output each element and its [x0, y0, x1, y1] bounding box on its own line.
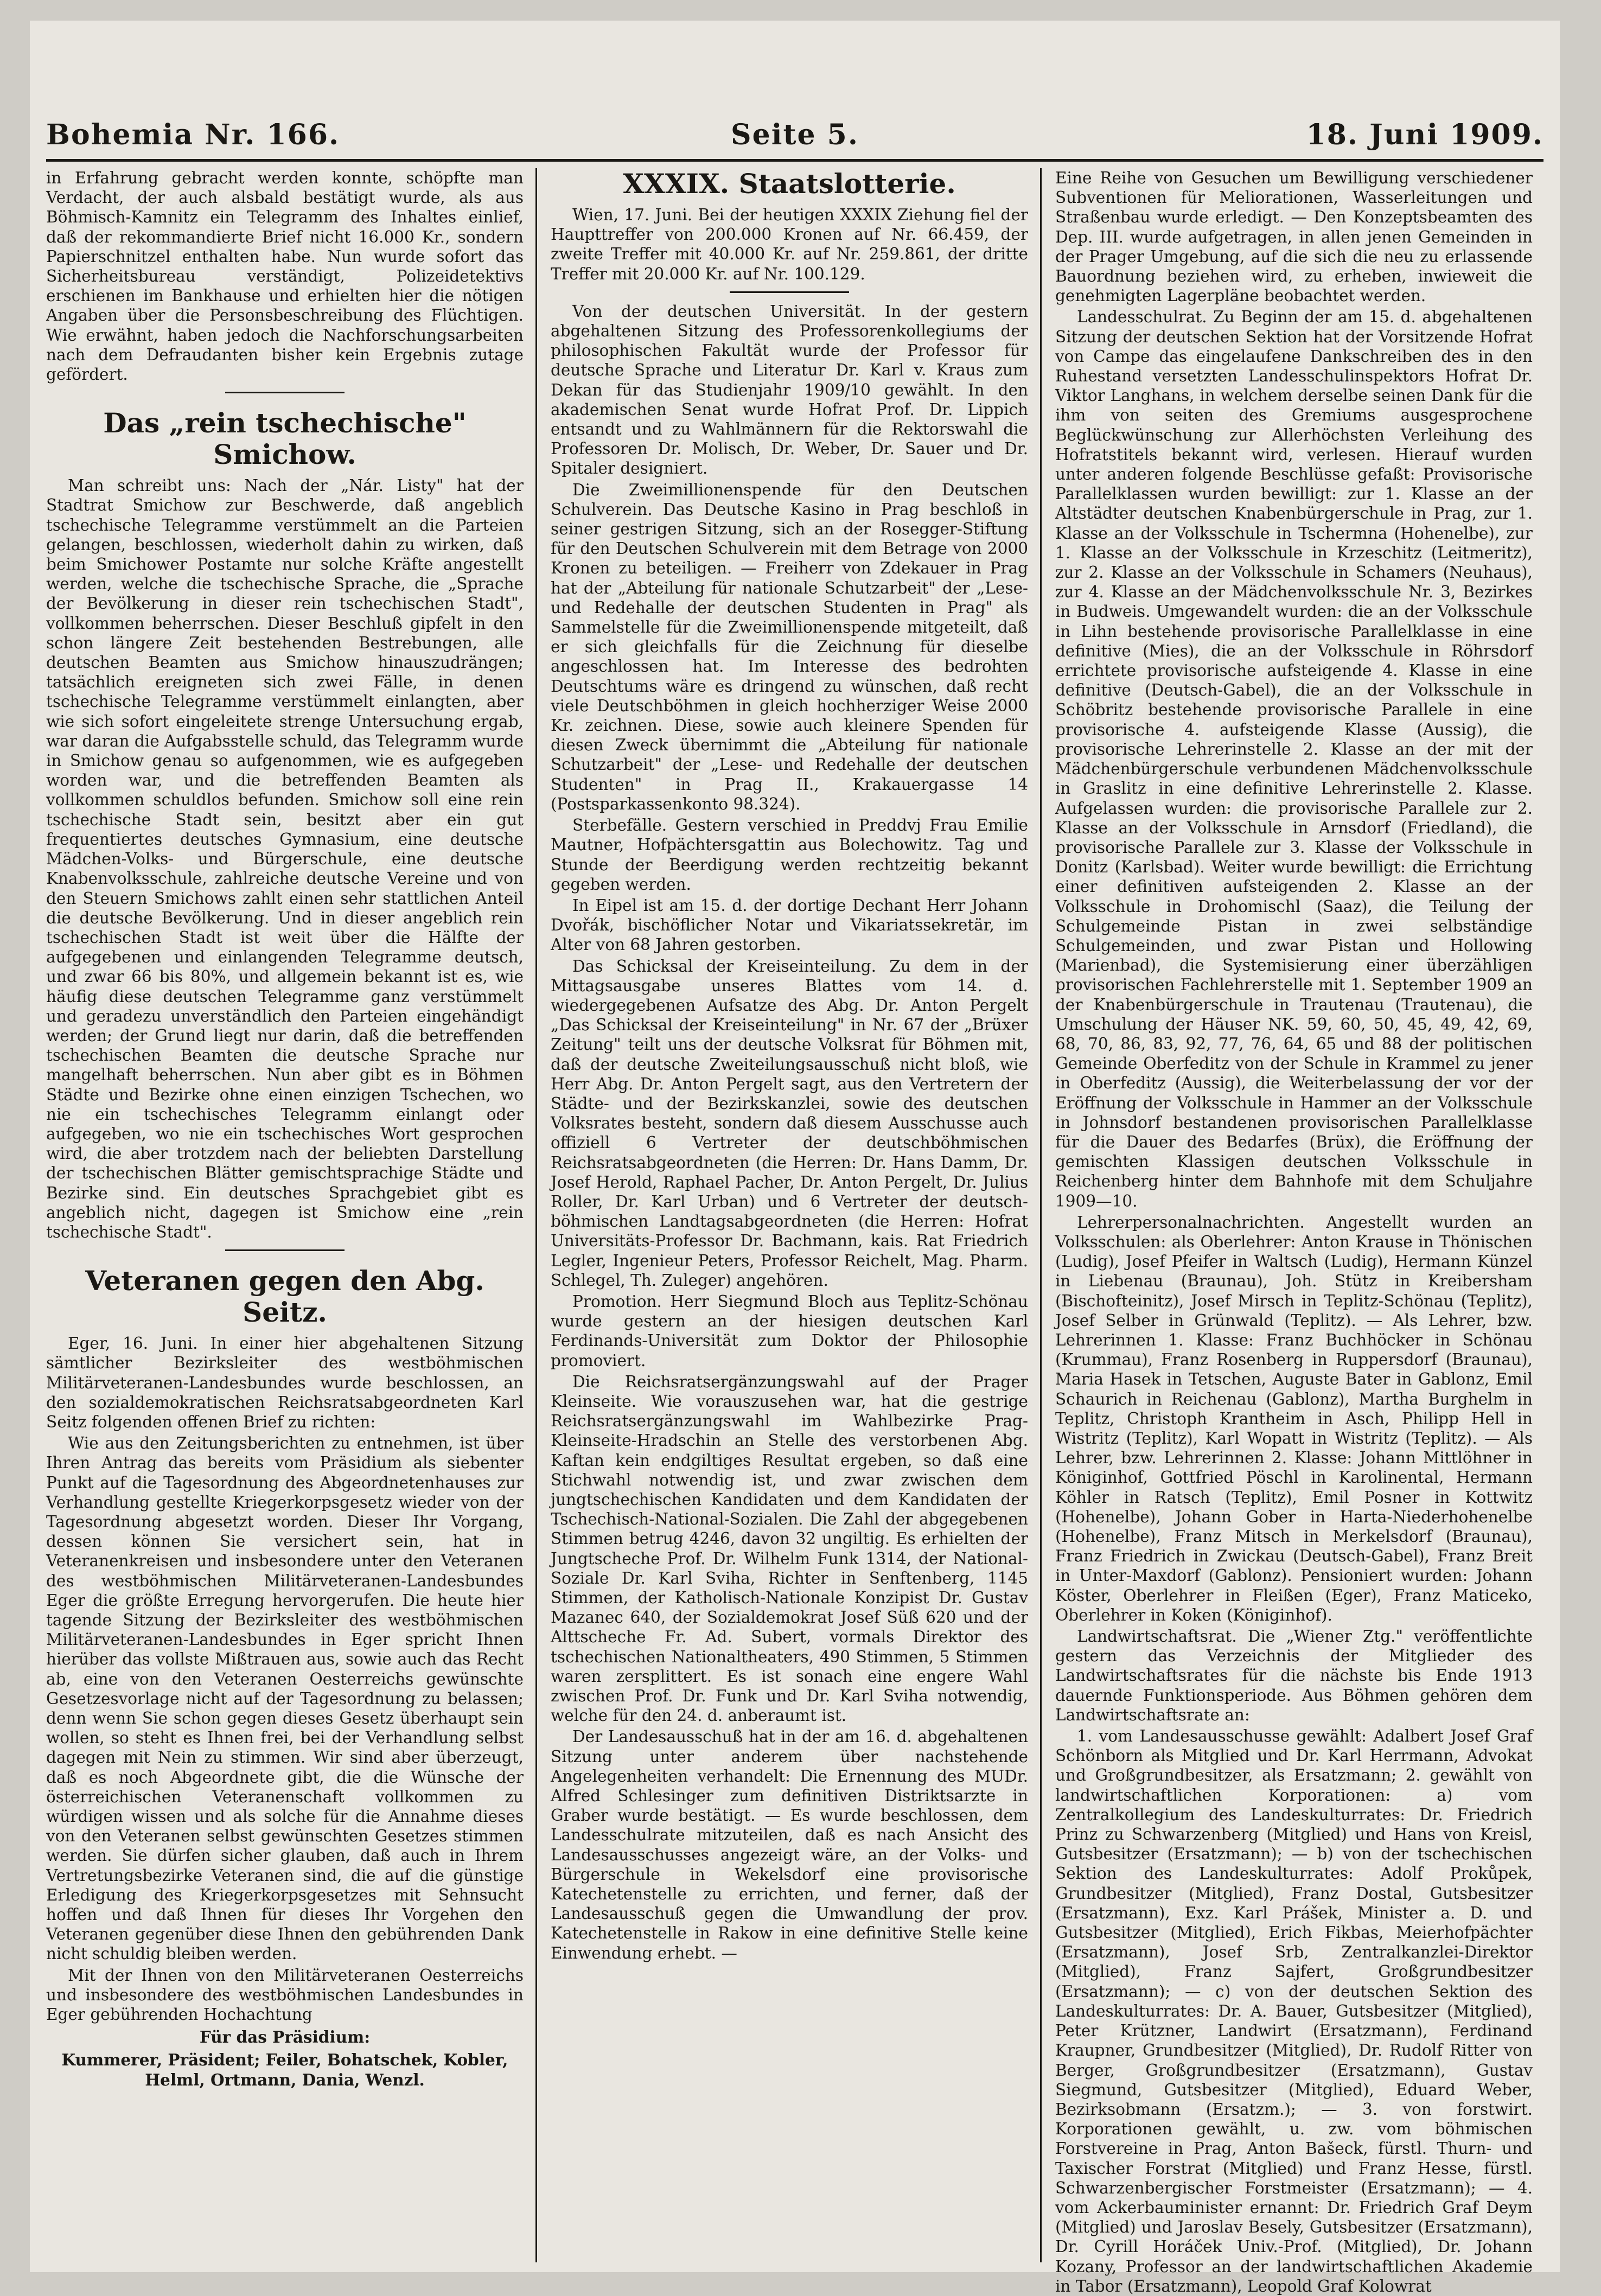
- signature-names: Kummerer, Präsident; Feiler, Bohatschek, Kobler, Helml, Ortmann, Dania, Wenzl.: [61, 2050, 508, 2089]
- article-lehrerpersonal: Lehrerpersonalnachrichten. Angestellt wurden an Volksschulen: als Oberlehrer: Anton Krause in Thönischen (Ludig), Josef Pfeifer in Waltsch (Ludig), Hermann Künzel in Liebenau (Braunau), Joh. Stütz in Kreibersham (Bischofteinitz), Josef Mirsch in Teplitz-Schönau (Teplitz), Josef Selber in Grünwald (Teplitz). — Als Lehrer, bzw. Lehrerinnen 1. Klasse: Franz Buchhöcker in Schönau (Krummau), Franz Rosenberg in Ruppersdorf (Braunau), Maria Hasek in Tetschen, Auguste Bater in Gablonz, Emil Schaurich in Reichenau (Gablonz), Martha Burghelm in Teplitz, Christoph Krantheim in Asch, Philipp Hell in Wistritz (Teplitz), Karl Wopatt in Wistritz (Teplitz). — Als Lehrer, bzw. Lehrerinnen 2. Klasse: Johann Mittlöhner in Königinhof, Gottfried Pöschl in Karolinental, Hermann Köhler in Ratsch (Teplitz), Emil Posner in Kottwitz (Hohenelbe), Johann Gober in Harta-Niederhohenelbe (Hohenelbe), Franz Mitsch in Merkelsdorf (Braunau), Franz Friedrich in Zwickau (Deutsch-Gabel), Franz Breit in Unter-Maxdorf (Gablonz). Pensioniert wurden: Johann Köster, Oberlehrer in Fleißen (Eger), Franz Maticeko, Oberlehrer in Koken (Königinhof).: [1055, 1213, 1533, 1624]
- headline-smichow: Das „rein tschechische" Smichow.: [103, 407, 467, 471]
- signature-line: Für das Präsidium:: [199, 2027, 371, 2047]
- article-sterbefaelle: Sterbefälle. Gestern verschied in Preddvj Frau Emilie Mautner, Hofpächtersgattin aus Bolechowitz. Tag und Stunde der Beerdigung werden rechtzeitig bekannt gegeben werden.: [551, 816, 1028, 894]
- article-veteranen-letter: Wie aus den Zeitungsberichten zu entnehmen, ist über Ihren Antrag das bereits vom Präsidium als siebenter Punkt auf die Tagesordnung des Abgeordnetenhauses zur Verhandlung gestellte Kriegerkorpsgesetz wieder von der Tagesordnung abgesetzt worden. Dieser Ihr Vorgang, dessen können Sie versichert sein, hat in Veteranenkreisen und insbesondere unter den Veteranen des westböhmischen Militärveteranen-Landesbundes Eger die größte Erregung hervorgerufen. Die heute hier tagende Sitzung der Bezirksleiter des westböhmischen Militärveteranen-Landesbundes in Eger spricht Ihnen hierüber das vollste Mißtrauen aus, sowie auch das Recht ab, eine von den Veteranen Oesterreichs gewünschte Gesetzesvorlage nicht auf der Tagesordnung zu belassen; denn wenn Sie schon gegen dieses Gesetz überhaupt sein wollen, so steht es Ihnen frei, bei der Verhandlung selbst dagegen mit Nein zu stimmen. Wir sind aber überzeugt, daß es noch Abgeordnete gibt, die die Wünsche der österreichischen Veteranenschaft vollkommen zu würdigen wissen und als solche für die Annahme dieses von den Veteranen selbst gewünschten Gesetzes stimmen werden. Sie dürfen sicher glauben, daß auch in Ihrem Vertretungsbezirke Veteranen sind, die auf die günstige Erledigung des Kriegerkorpsgesetzes mit Sehnsucht hoffen und daß Ihnen für dieses Ihr Vorgehen den Veteranen gegenüber diese Ihnen den gebührenden Dank nicht schuldig bleiben werden.: [46, 1434, 524, 1963]
- article-landwirtschaftsrat: Landwirtschaftsrat. Die „Wiener Ztg." veröffentlichte gestern das Verzeichnis der Mitglieder des Landwirtschaftsrates für die nächste bis Ende 1913 dauernde Funktionsperiode. Aus Böhmen gehören dem Landwirtschaftsrate an:: [1055, 1627, 1533, 1724]
- article-continuation: in Erfahrung gebracht werden konnte, schöpfte man Verdacht, der auch alsbald bestätigt wurde, als aus Böhmisch-Kamnitz ein Telegramm des Inhaltes einlief, daß der rekommandierte Brief nicht 16.000 Kr., sondern Papierschnitzel enthalten habe. Nun wurde sofort das Sicherheitsbureau verständigt, Polizeidetektivs erschienen im Bankhause und erhielten hier die nötigen Angaben über die Personsbeschreibung des Flüchtigen. Wie erwähnt, haben jedoch die Nachforschungsarbeiten nach dem Defraudanten bisher kein Ergebnis zutage gefördert.: [46, 169, 524, 384]
- article-dechant: In Eipel ist am 15. d. der dortige Dechant Herr Johann Dvořák, bischöflicher Notar und Vikariatssekretär, im Alter von 68 Jahren gestorben.: [551, 896, 1028, 954]
- header-masthead: Bohemia Nr. 166.: [46, 118, 340, 151]
- article-landesschulrat: Landesschulrat. Zu Beginn der am 15. d. abgehaltenen Sitzung der deutschen Sektion hat der Vorsitzende Hofrat von Campe das eingelaufene Dankschreiben des in den Ruhestand versetzten Landesschulinspektors Hofrat Dr. Viktor Langhans, in welchem derselbe seinen Dank für die ihm von seiten des Gremiums ausgesprochene Beglückwünschung zur Allerhöchsten Verleihung des Hofratstitels bekannt wird, verlesen. Hierauf wurden unter anderen folgende Beschlüsse gefaßt: Provisorische Parallelklassen wurden bewilligt: zur 1. Klasse an der Altstädter deutschen Knabenbürgerschule in Prag, zur 1. Klasse an der Volksschule in Tschermna (Hohenelbe), zur 1. Klasse an der Volksschule in Krzeschitz (Leitmeritz), zur 2. Klasse an der Volksschule in Schamers (Neuhaus), zur 4. Klasse an der Mädchenvolksschule Nr. 3, Bezirkes in Budweis. Umgewandelt wurden: die an der Volksschule in Lihn bestehende provisorische Parallelklasse in eine definitive (Mies), die an der Volksschule in Röhrsdorf errichtete provisorische aufsteigende 4. Klasse in eine definitive (Deutsch-Gabel), die an der Volksschule in Schöbritz bestehende provisorische Parallele in eine provisorische 4. aufsteigende Klasse (Aussig), die provisorische Lehrerinstelle 2. Klasse an der mit der Mädchenbürgerschule verbundenen Mädchenvolksschule in Graslitz in eine definitive Lehrerinstelle 2. Klasse. Aufgelassen wurden: die provisorische Parallele zur 2. Klasse an der Volksschule in Arnsdorf (Friedland), die provisorische Parallele zur 3. Klasse der Volksschule in Donitz (Karlsbad). Weiter wurde bewilligt: die Errichtung einer definitiven aufsteigenden 2. Klasse an der Volksschule in Drohomischl (Saaz), die Teilung der Schulgemeinde Pistan in zwei selbständige Schulgemeinden, und zwar Pistan und Hollowing (Marienbad), die Systemisierung einer überzähligen provisorischen Fachlehrerstelle mit 1. September 1909 an der Knabenbürgerschule in Trautenau (Trautenau), die Umschulung der Häuser NK. 59, 60, 50, 45, 49, 42, 69, 68, 70, 86, 83, 92, 77, 76, 64, 65 und 88 der politischen Gemeinde Oberfeditz von der Schule in Krammel zu jener in Oberfeditz (Aussig), die Weiterbelassung der vor der Eröffnung der Volksschule in Hammer an der Volksschule in Johnsdorf bestandenen provisorischen Parallelklasse für die Dauer des Bedarfes (Brüx), die Eröffnung der gemischten Klassigen deutschen Volksschule in Reichenberg hinter dem Bahnhofe mit dem Schuljahre 1909—10.: [1055, 308, 1533, 1210]
- header-date: 18. Juni 1909.: [1306, 118, 1543, 151]
- article-separator: [225, 1249, 345, 1251]
- article-promotion: Promotion. Herr Siegmund Bloch aus Teplitz-Schönau wurde gestern an der hiesigen deutschen Karl Ferdinands-Universität zum Doktor der Philosophie promoviert.: [551, 1292, 1028, 1370]
- article-kreiseinteilung: Das Schicksal der Kreiseinteilung. Zu dem in der Mittagsausgabe unseres Blattes vom 14. d. wiedergegebenen Aufsatze des Abg. Dr. Anton Pergelt „Das Schicksal der Kreiseinteilung" in Nr. 67 der „Brüxer Zeitung" teilt uns der deutsche Volksrat für Böhmen mit, daß der deutsche Zweiteilungsausschuß nicht bloß, wie Herr Abg. Dr. Anton Pergelt sagt, aus den Vertretern der Städte- und der Bezirkskanzlei, sowie des deutschen Volksrates besteht, sondern daß diesem Ausschusse auch offiziell 6 Vertreter der deutschböhmischen Reichsratsabgeordneten (die Herren: Dr. Hans Damm, Dr. Josef Herold, Raphael Pacher, Dr. Anton Pergelt, Dr. Julius Roller, Dr. Karl Urban) und 6 Vertreter der deutsch-böhmischen Landtagsabgeordneten (die Herren: Hofrat Universitäts-Professor Dr. Bachmann, kais. Rat Friedrich Legler, Ingenieur Peters, Professor Reichelt, Mag. Pharm. Schlegel, Th. Zuleger) angehören.: [551, 956, 1028, 1290]
- column-divider: [535, 168, 537, 2262]
- article-veteranen-intro: Eger, 16. Juni. In einer hier abgehaltenen Sitzung sämtlicher Bezirksleiter des westböhmischen Militärveteranen-Landesbundes wurde beschlossen, an den sozialdemokratischen Reichsratsabgeordneten Karl Seitz folgenden offenen Brief zu richten:: [46, 1334, 524, 1431]
- newspaper-page: [30, 21, 1560, 2295]
- page-header: [46, 113, 1543, 156]
- column-1: [46, 168, 524, 2262]
- header-rule: [46, 159, 1543, 162]
- headline-veteranen: Veteranen gegen den Abg. Seitz.: [85, 1265, 484, 1329]
- column-3: [1055, 168, 1533, 2295]
- article-landesausschuss-cont: Eine Reihe von Gesuchen um Bewilligung verschiedener Subventionen für Meliorationen, Wasserleitungen und Straßenbau wurde erledigt. — Den Konzeptsbeamten des Dep. III. wurde aufgetragen, in allen jenen Gemeinden in der Prager Umgebung, auf die sich die neu zu erlassende Bauordnung beziehen wird, zu erheben, inwieweit die genehmigten Lagerpläne beobachtet werden.: [1055, 169, 1533, 305]
- header-page-number: Seite 5.: [731, 118, 859, 151]
- article-landesausschuss: Der Landesausschuß hat in der am 16. d. abgehaltenen Sitzung unter anderem über nachstehende Angelegenheiten verhandelt: Die Ernennung des MUDr. Alfred Schlesinger zum definitiven Distriktsarzte in Graber wurde bestätigt. — Es wurde beschlossen, dem Landesschulrate mitzuteilen, daß es nach Ansicht des Landesausschusses angezeigt wäre, an der Volks- und Bürgerschule in Wekelsdorf eine provisorische Katechetenstelle zu errichten, und ferner, daß der Landesausschuß gegen die Umwandlung der prov. Katechetenstelle in Rakow in eine definitive Stelle keine Einwendung erhebt. —: [551, 1727, 1028, 1962]
- article-landwirtschaftsrat-list: 1. vom Landesausschusse gewählt: Adalbert Josef Graf Schönborn als Mitglied und Dr. Karl Herrmann, Advokat und Großgrundbesitzer, als Ersatzmann; 2. gewählt von landwirtschaftlichen Korporationen: a) vom Zentralkollegium des Landeskulturrates: Dr. Friedrich Prinz zu Schwarzenberg (Mitglied) und Hans von Kreisl, Gutsbesitzer (Ersatzmann); — b) von der tschechischen Sektion des Landeskulturrates: Adolf Prokůpek, Grundbesitzer (Mitglied), Franz Dostal, Gutsbesitzer (Ersatzmann), Exz. Karl Prášek, Minister a. D. und Gutsbesitzer (Mitglied), Erich Fikbas, Meierhofpächter (Ersatzmann), Josef Srb, Zentralkanzlei-Direktor (Mitglied), Franz Sajfert, Großgrundbesitzer (Ersatzmann); — c) von der deutschen Sektion des Landeskulturrates: Dr. A. Bauer, Gutsbesitzer (Mitglied), Peter Krützner, Landwirt (Ersatzmann), Ferdinand Kraupner, Grundbesitzer (Mitglied), Dr. Rudolf Ritter von Berger, Großgrundbesitzer (Ersatzmann), Gustav Siegmund, Gutsbesitzer (Mitglied), Eduard Weber, Bezirksobmann (Ersatzm.); — 3. von forstwirt. Korporationen gewählt, u. zw. vom böhmischen Forstvereine in Prag, Anton Bašeck, fürstl. Thurn- und Taxischer Forstrat (Mitglied) und Franz Hesse, fürstl. Schwarzenbergischer Forstmeister (Ersatzmann); — 4. vom Ackerbauminister ernannt: Dr. Friedrich Graf Deym (Mitglied) und Jaroslav Besely, Gutsbesitzer (Ersatzmann), Dr. Cyrill Horáček Univ.-Prof. (Mitglied), Dr. Johann Kozany, Professor an der landwirtschaftlichen Akademie in Tabor (Ersatzmann), Leopold Graf Kolowrat: [1055, 1727, 1533, 2295]
- article-schulverein: Die Zweimillionenspende für den Deutschen Schulverein. Das Deutsche Kasino in Prag beschloß in seiner gestrigen Sitzung, sich an der Rosegger-Stiftung für den Deutschen Schulverein mit dem Betrage von 2000 Kronen zu beteiligen. — Freiherr von Zdekauer in Prag hat der „Abteilung für nationale Schutzarbeit" der „Lese- und Redehalle der deutschen Studenten in Prag" als Sammelstelle für die Zweimillionenspende mitgeteilt, daß er sich gleichfalls für die Zeichnung für dieselbe angeschlossen hat. Im Interesse des bedrohten Deutschtums wäre es dringend zu wünschen, daß recht viele Deutschböhmen in gleich hochherziger Weise 2000 Kr. zeichnen. Diese, sowie auch kleinere Spenden für diesen Zweck übernimmt die „Abteilung für nationale Schutzarbeit" der „Lese- und Redehalle der deutschen Studenten" in Prag II., Krakauergasse 14 (Postsparkassenkonto 98.324).: [551, 480, 1028, 813]
- article-separator: [225, 392, 345, 393]
- article-separator: [730, 291, 849, 293]
- column-2: [551, 168, 1028, 2262]
- article-veteranen-closing: Mit der Ihnen von den Militärveteranen Oesterreichs und insbesondere des westböhmischen Landesbundes in Eger gebührenden Hochachtung: [46, 1966, 524, 2024]
- article-smichow: Man schreibt uns: Nach der „Nár. Listy" hat der Stadtrat Smichow zur Beschwerde, daß angeblich tschechische Telegramme verstümmelt an die Parteien gelangen, beschlossen, wiederholt dahin zu wirken, daß beim Smichower Postamte nur solche Kräfte angestellt werden, welche die tschechische Sprache, die „Sprache der Bevölkerung in dieser rein tschechischen Stadt", vollkommen beherrschen. Dieser Beschluß gipfelt in den schon längere Zeit bestehenden Bestrebungen, alle deutschen Beamten aus Smichow hinauszudrängen; tatsächlich ereigneten sich zwei Fälle, in denen tschechische Telegramme verstümmelt einlangten, aber wie sich sofort eingeleitete strenge Untersuchung ergab, war daran die Aufgabsstelle schuld, das Telegramm wurde in Smichow genau so aufgenommen, wie es aufgegeben worden war, und die betreffenden Beamten als vollkommen schuldlos befunden. Smichow soll eine rein tschechische Stadt sein, besitzt aber ein gut frequentiertes deutsches Gymnasium, eine deutsche Mädchen-Volks- und Bürgerschule, eine deutsche Knabenvolksschule, zahlreiche deutsche Vereine und von den Steuern Smichows zahlt einen sehr stattlichen Anteil die deutsche Bevölkerung. Und in dieser angeblich rein tschechischen Stadt ist weit über die Hälfte der aufgegebenen und einlangenden Telegramme deutsch, und zwar 66 bis 80%, und allgemein bekannt ist es, wie häufig diese deutschen Telegramme ganz verstümmelt und geradezu unverständlich den Parteien eingehändigt werden; der Grund liegt nur darin, daß die betreffenden tschechischen Beamten die deutsche Sprache nur mangelhaft beherrschen. Nun aber gibt es in Böhmen Städte und Bezirke ohne einen einzigen Tschechen, wo nie ein tschechisches Telegramm einlangt oder aufgegeben, wo nie ein tschechisches Wort gesprochen wird, die aber trotzdem nach der beliebten Darstellung der tschechischen Blätter gemischtsprachige Städte und Bezirke sind. Ein deutsches Sprachgebiet gibt es angeblich nicht, dagegen ist Smichow eine „rein tschechische Stadt".: [46, 476, 524, 1241]
- headline-staatslotterie: XXXIX. Staatslotterie.: [623, 168, 956, 200]
- article-reichsratswahl: Die Reichsratsergänzungswahl auf der Prager Kleinseite. Wie vorauszusehen war, hat die gestrige Reichsratsergänzungswahl im Wahlbezirke Prag-Kleinseite-Hradschin an Stelle des verstorbenen Abg. Kaftan kein endgiltiges Resultat ergeben, so daß eine Stichwahl notwendig ist, und zwar zwischen dem jungtschechischen Kandidaten und dem Kandidaten der Tschechisch-National-Sozialen. Die Zahl der abgegebenen Stimmen betrug 4246, davon 32 ungiltig. Es erhielten der Jungtscheche Prof. Dr. Wilhelm Funk 1314, der National-Soziale Dr. Karl Sviha, Richter in Senftenberg, 1145 Stimmen, der Katholisch-Nationale Konzipist Dr. Gustav Mazanec 640, der Sozialdemokrat Josef Süß 620 und der Alttscheche Fr. Ad. Subert, vormals Direktor des tschechischen Nationaltheaters, 490 Stimmen, 5 Stimmen waren zersplittert. Es ist sonach eine engere Wahl zwischen Prof. Dr. Funk und Dr. Karl Sviha notwendig, welche für den 24. d. anberaumt ist.: [551, 1372, 1028, 1725]
- column-divider: [1040, 168, 1042, 2262]
- article-lotterie: Wien, 17. Juni. Bei der heutigen XXXIX Ziehung fiel der Haupttreffer von 200.000 Kronen auf Nr. 66.459, der zweite Treffer mit 40.000 Kr. auf Nr. 259.861, der dritte Treffer mit 20.000 Kr. auf Nr. 100.129.: [551, 206, 1028, 283]
- article-universitaet: Von der deutschen Universität. In der gestern abgehaltenen Sitzung des Professorenkollegiums der philosophischen Fakultät wurde der Professor für deutsche Sprache und Literatur Dr. Karl v. Kraus zum Dekan für das Studienjahr 1909/10 gewählt. In den akademischen Senat wurde Hofrat Prof. Dr. Lippich entsandt und zu Wahlmännern für die Rektorswahl die Professoren Dr. Molisch, Dr. Weber, Dr. Sauer und Dr. Spitaler designiert.: [551, 302, 1028, 478]
